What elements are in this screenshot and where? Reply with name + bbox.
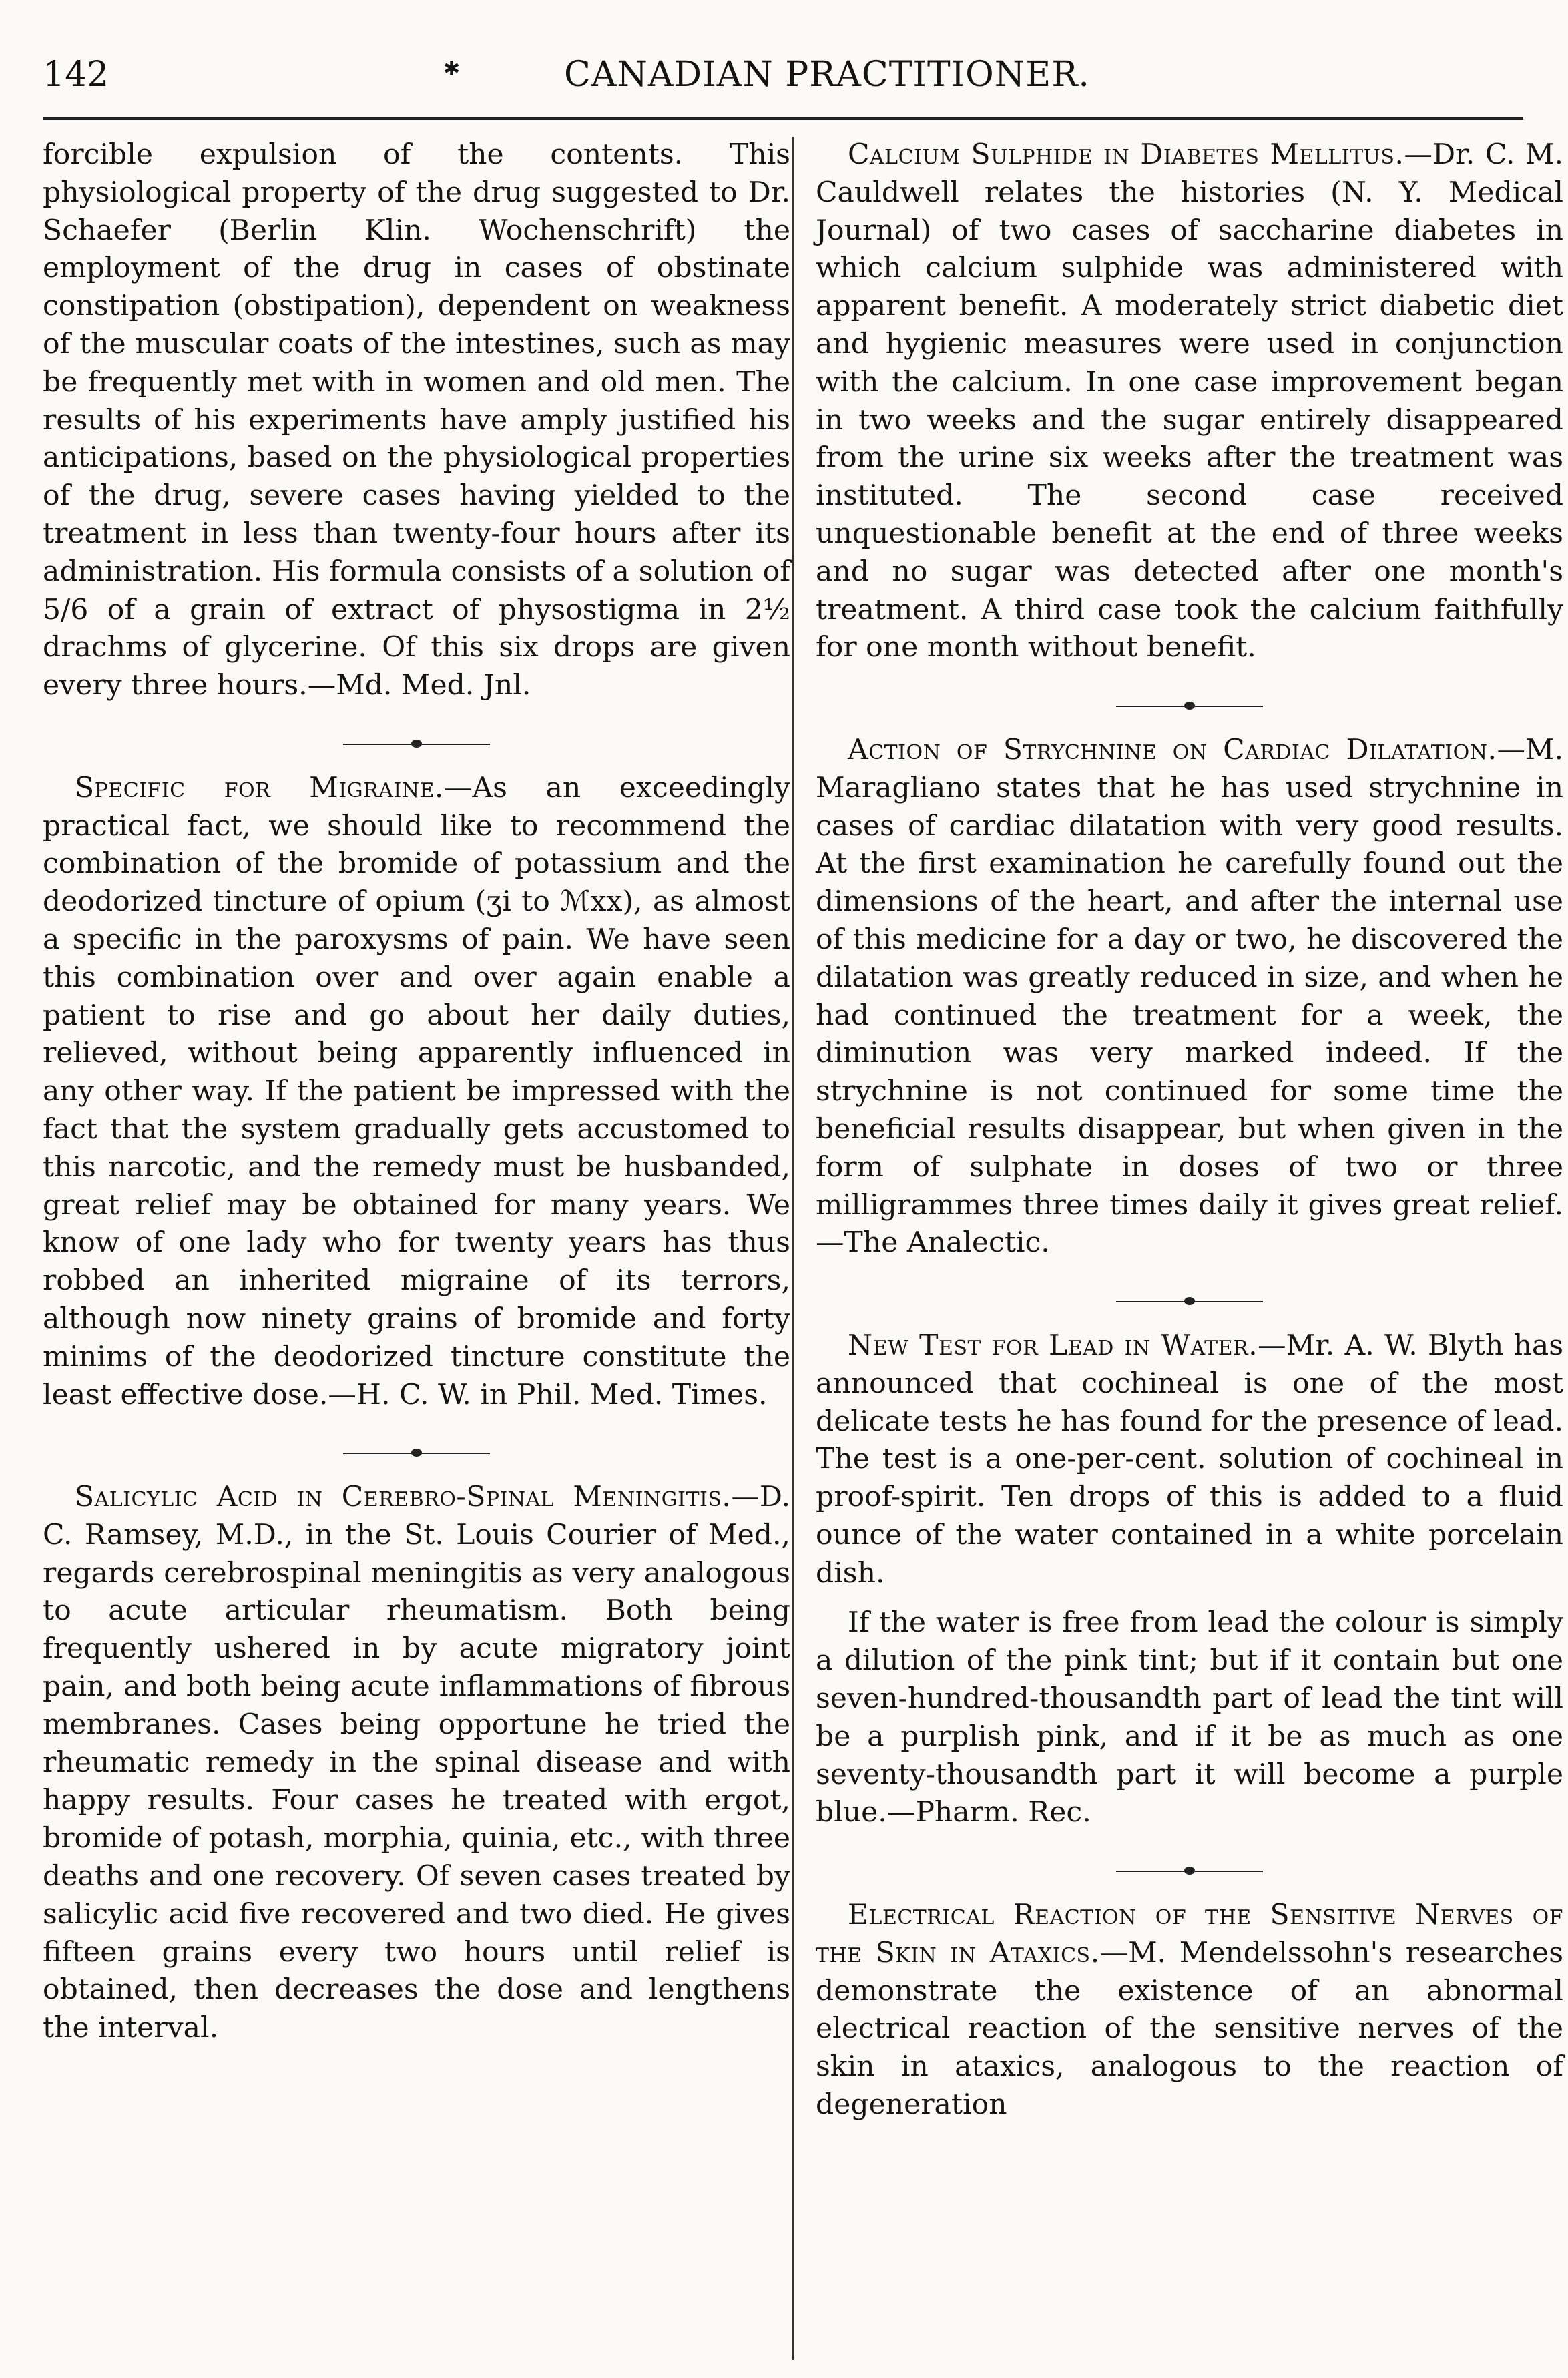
article-body: —Mr. A. W. Blyth has announced that cochineal is one of the most delicate tests he has found for the presence of lead. The test is a one-per-cent. solution of cochineal in proof-spirit. Ten drops of this is added to a fluid ounce of the water contained in a white porcelain dish. [816,1329,1563,1590]
article-continuation: forcible expulsion of the contents. This physiological property of the drug suggested to Dr. Schaefer (Berlin Klin. Wochenschrift) the employment of the drug in cases of obstinate constipation (obstipation), dependent on weakness of the muscular coats of the intestines, such as may be frequently met with in women and old men. The results of his experiments have amply justified his anticipations, based on the physiological properties of the drug, severe cases having yielded to the treatment in less than twenty-four hours after its administration. His formula consists of a solution of 5/6 of a grain of extract of physostigma in 2½ drachms of glycerine. Of this six drops are given every three hours.—Md. Med. Jnl. [43,138,790,702]
column-divider [792,137,794,2360]
left-column [43,136,790,2048]
running-title: CANADIAN PRACTITIONER. [564,55,1090,95]
article-body: —M. Mendelssohn's researches demonstrate the existence of an abnormal electrical reaction of the sensitive nerves of the skin in ataxics, analogous to the reaction of degeneration [816,1936,1563,2122]
section-separator [343,1434,490,1472]
article-electrical [816,1897,1563,2124]
right-column [816,136,1563,2124]
article-title: Salicylic Acid in Cerebro-Spinal Meningitis. [75,1481,732,1514]
article-title: Calcium Sulphide in Diabetes Mellitus. [848,138,1404,171]
article-body: —Dr. C. M. Cauldwell relates the histories (N. Y. Medical Journal) of two cases of saccharine diabetes in which calcium sulphide was administered with apparent benefit. A moderately strict diabetic diet and hygienic measures were used in conjunction with the calcium. In one case improvement began in two weeks and the sugar entirely disappeared from the urine six weeks after the treatment was instituted. The second case received unquestionable benefit at the end of three weeks and no sugar was detected after one month's treatment. A third case took the calcium faithfully for one month without benefit. [816,138,1563,664]
article-title: Action of Strychnine on Cardiac Dilatation. [848,733,1497,766]
section-separator [1116,1852,1263,1890]
article-title: Electrical Reaction of the Sensitive Nerves of the Skin in Ataxics. [816,1899,1563,1969]
paragraph-gap [816,1592,1563,1604]
article-body: —M. Maragliano states that he has used strychnine in cases of cardiac dilatation with very good results. At the first examination he carefully found out the dimensions of the heart, and after the internal use of this medicine for a day or two, he discovered the dilatation was greatly reduced in size, and when he had continued the treatment for a week, the diminution was very marked indeed. If the strychnine is not continued for some time the beneficial results disappear, but when given in the form of sulphate in doses of two or three milligrammes three times daily it gives great relief.—The Analectic. [816,733,1563,1260]
article-body: —D. C. Ramsey, M.D., in the St. Louis Courier of Med., regards cerebrospinal meningitis as very analogous to acute articular rheumatism. Both being frequently ushered in by acute migratory joint pain, and both being acute inflammations of fibrous membranes. Cases being opportune he tried the rheumatic remedy in the spinal disease and with happy results. Four cases he treated with ergot, bromide of potash, morphia, quinia, etc., with three deaths and one recovery. Of seven cases treated by salicylic acid five recovered and two died. He gives fifteen grains every two hours until relief is obtained, then decreases the dose and lengthens the interval. [43,1481,790,2045]
article-strychnine [816,732,1563,1262]
article-title: New Test for Lead in Water. [848,1329,1258,1362]
section-separator [1116,1282,1263,1321]
section-separator [343,725,490,763]
ornament-icon: ✱ [443,57,461,81]
section-separator [1116,687,1263,725]
article-title: Specific for Migraine. [75,771,444,804]
article-migraine [43,770,790,1415]
article-salicylic [43,1479,790,2048]
header-rule [43,117,1523,120]
article-calcium [816,136,1563,667]
article-body: —As an exceedingly practical fact, we should like to recommend the combination of the bromide of potassium and the deodorized tincture of opium (ʒi to ℳxx), as almost a specific in the paroxysms of pain. We have seen this combination over and over again enable a patient to rise and go about her daily duties, relieved, without being apparently influenced in any other way. If the patient be impressed with the fact that the system gradually gets accustomed to this narcotic, and the remedy must be husbanded, great relief may be obtained for many years. We know of one lady who for twenty years has thus robbed an inherited migraine of its terrors, although now ninety grains of bromide and forty minims of the deodorized tincture constitute the least effective dose.—H. C. W. in Phil. Med. Times. [43,771,790,1411]
article-lead-continued: If the water is free from lead the colour is simply a dilution of the pink tint; but if it contain but one seven-hundred-thousandth part of lead the tint will be a purplish pink, and if it be as much as one seventy-thousandth part it will become a purple blue.—Pharm. Rec. [816,1606,1563,1829]
page-number: 142 [43,55,109,95]
article-lead [816,1327,1563,1593]
page-header [43,55,1521,101]
